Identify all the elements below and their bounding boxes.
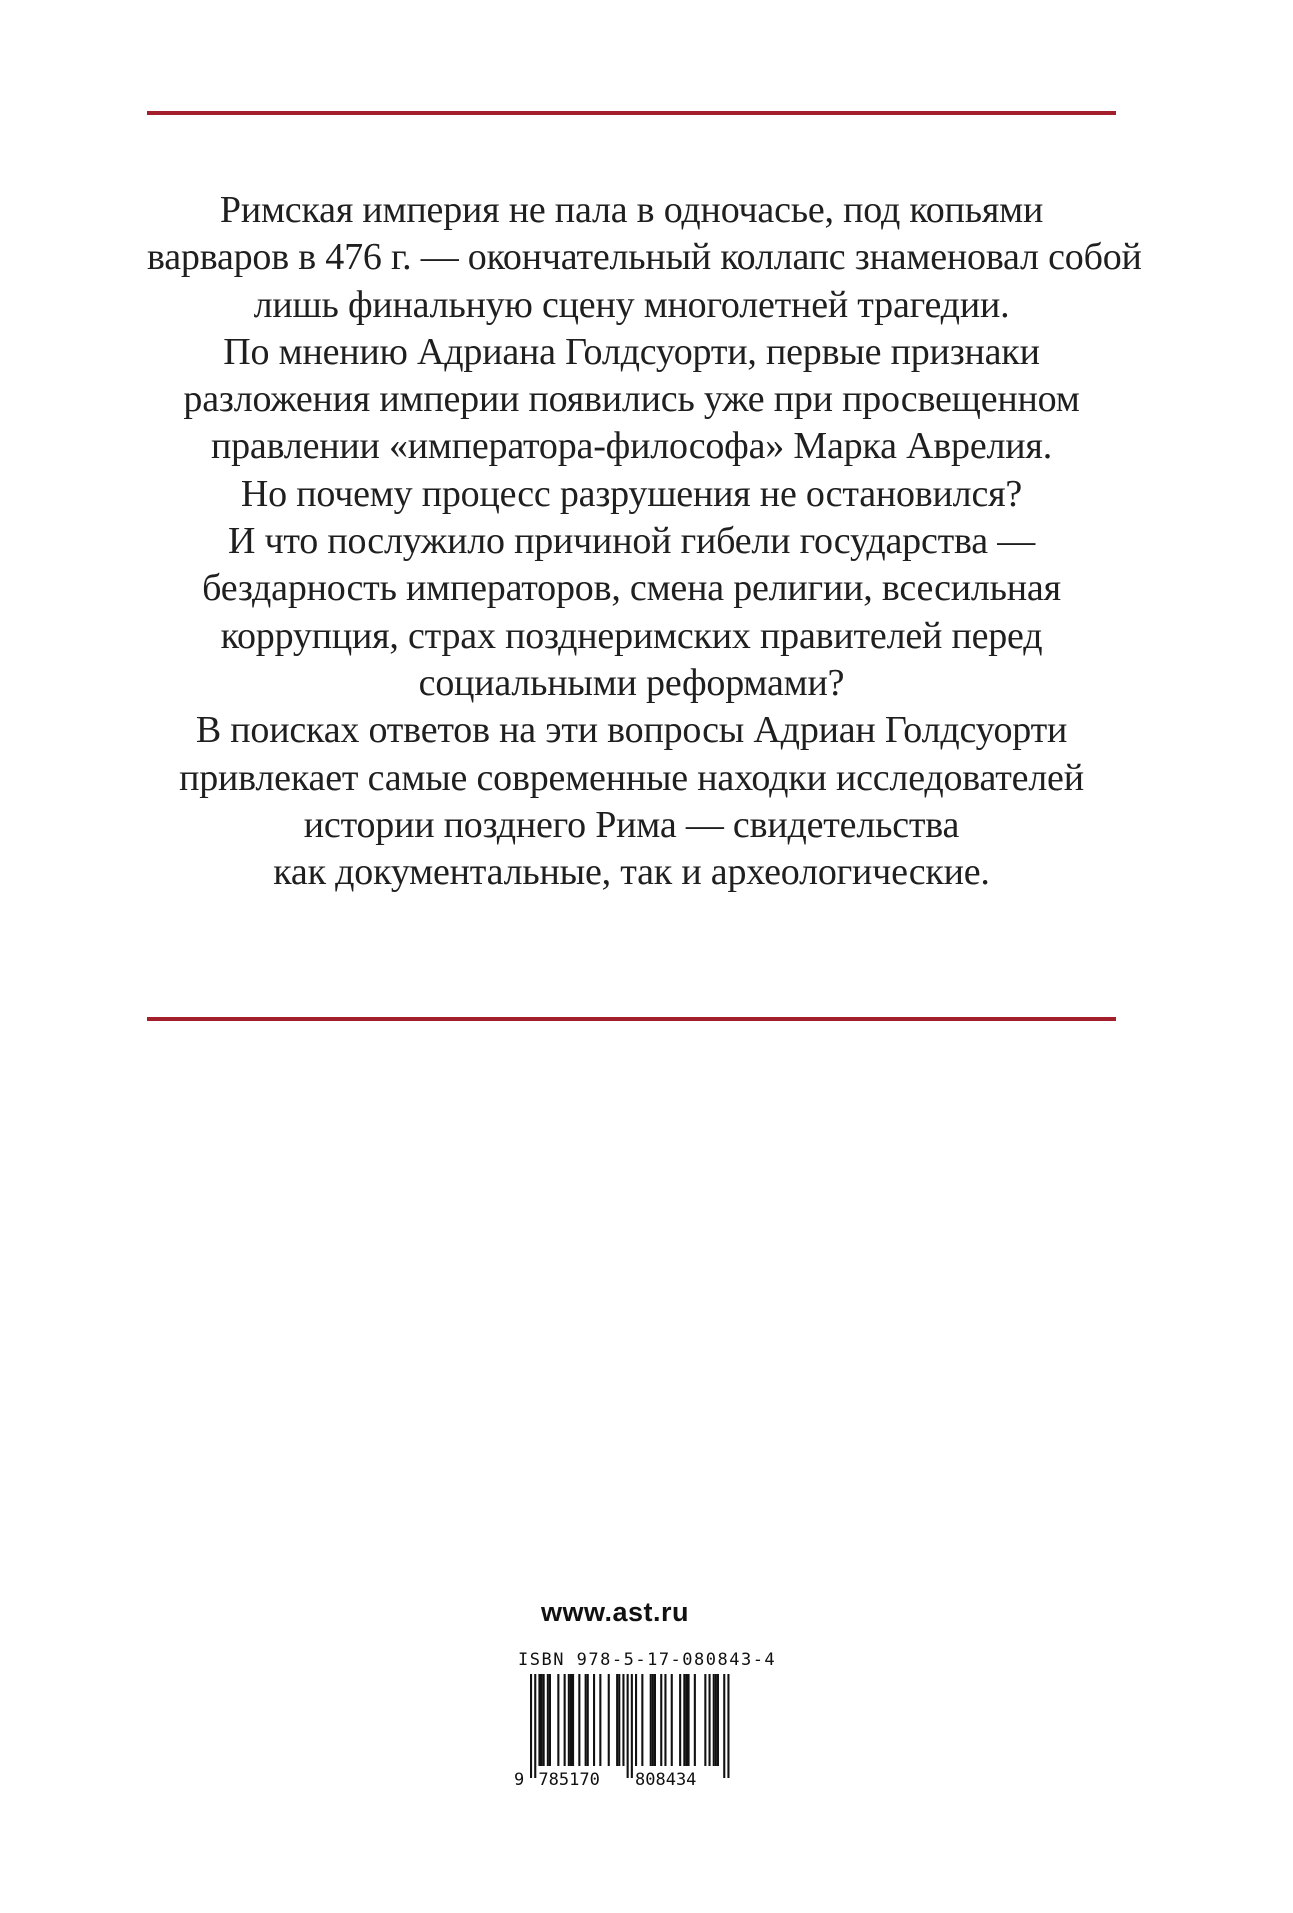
blurb-line: По мнению Адриана Голдсуорти, первые признаки [223, 330, 1040, 373]
blurb-line: Римская империя не пала в одночасье, под копьями [219, 189, 1044, 231]
blurb-line: бездарность императоров, смена религии, всесильная [202, 567, 1061, 610]
barcode-bar [631, 1674, 633, 1778]
barcode-bar [683, 1674, 685, 1766]
isbn-barcode-block [512, 1650, 777, 1795]
barcode-bar [557, 1674, 559, 1766]
barcode-bar [641, 1674, 643, 1766]
blurb-line: коррупция, страх позднеримских правителей перед [220, 614, 1043, 657]
barcode-bar [618, 1674, 620, 1766]
barcode-bar [538, 1674, 540, 1766]
barcode-bar [685, 1674, 687, 1766]
barcode-bar [572, 1674, 574, 1766]
publisher-website: www.ast.ru [540, 1597, 690, 1627]
barcode-bar [709, 1674, 711, 1766]
barcode-bar [723, 1674, 725, 1778]
bottom-red-rule [147, 1017, 1116, 1021]
blurb-line: социальными реформами? [418, 661, 845, 704]
blurb-line: правлении «императора-философа» Марка Аврелия. [210, 425, 1053, 468]
blurb-line: привлекает самые современные находки исследователей [179, 756, 1084, 799]
barcode-image [512, 1674, 758, 1794]
barcode-bar [715, 1674, 717, 1766]
blurb-text [147, 187, 1142, 896]
barcode-bar [541, 1674, 543, 1766]
barcode-bar [608, 1674, 610, 1766]
barcode-bar [578, 1674, 580, 1766]
barcode-bar [568, 1674, 570, 1766]
barcode-bar [635, 1674, 637, 1766]
barcode-bar [717, 1674, 719, 1766]
barcode-bar [616, 1674, 618, 1766]
barcode-bar [564, 1674, 566, 1766]
barcode-bar [650, 1674, 652, 1766]
blurb-line: как документальные, так и археологические. [273, 851, 990, 894]
barcode-bar [593, 1674, 595, 1766]
barcode-bar [587, 1674, 589, 1766]
barcode-bar [688, 1674, 690, 1766]
barcode-bar [660, 1674, 662, 1766]
blurb-line: Но почему процесс разрушения не остановился? [240, 472, 1023, 515]
blurb-line: истории позднего Рима — свидетельства [303, 803, 960, 846]
barcode-bar [534, 1674, 536, 1778]
barcode-bar [713, 1674, 715, 1766]
barcode-bar [652, 1674, 654, 1766]
barcode-digits: 9 [514, 1770, 525, 1790]
barcode-bar [599, 1674, 601, 1766]
barcode-bar [530, 1674, 532, 1778]
barcode-bar [664, 1674, 666, 1766]
barcode-bar [549, 1674, 551, 1766]
top-red-rule [147, 111, 1116, 115]
blurb-line: разложения империи появились уже при просвещенном [183, 378, 1080, 421]
barcode-bar [679, 1674, 681, 1766]
barcode-bar [622, 1674, 624, 1766]
barcode-bar [694, 1674, 696, 1766]
barcode-bar [671, 1674, 673, 1766]
barcode-digits: 785170 [538, 1770, 600, 1790]
barcode-bar [547, 1674, 549, 1766]
blurb-line: варваров в 476 г. — окончательный коллапс знаменовал собой [147, 236, 1142, 279]
barcode-bar [727, 1674, 729, 1778]
blurb-line: лишь финальную сцену многолетней трагедии. [253, 283, 1010, 326]
barcode-digits: 808434 [635, 1770, 697, 1790]
barcode-bar [585, 1674, 587, 1766]
isbn-label: ISBN 978-5-17-080843-4 [518, 1650, 777, 1670]
barcode-bar [543, 1674, 545, 1766]
blurb-line: В поисках ответов на эти вопросы Адриан Голдсуорти [195, 709, 1068, 752]
barcode-bar [704, 1674, 706, 1766]
barcode-bar [570, 1674, 572, 1766]
blurb-line: И что послужило причиной гибели государства — [227, 520, 1036, 563]
barcode-bar [654, 1674, 656, 1766]
barcode-bar [627, 1674, 629, 1778]
